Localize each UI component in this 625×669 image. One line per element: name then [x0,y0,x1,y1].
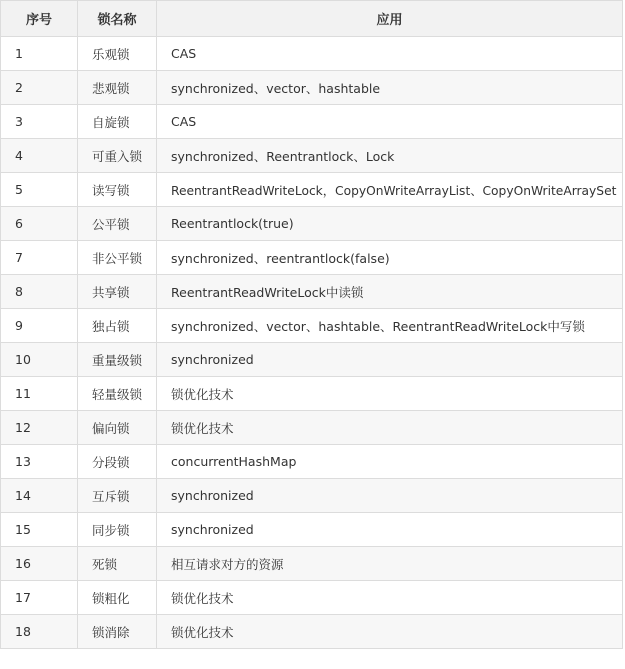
cell-lock-name: 轻量级锁 [78,377,157,411]
cell-number: 10 [1,343,78,377]
cell-lock-name: 互斥锁 [78,479,157,513]
table-header [1,1,623,37]
cell-application: synchronized [157,479,623,513]
cell-application: 锁优化技术 [157,411,623,445]
cell-lock-name: 重量级锁 [78,343,157,377]
cell-application: 锁优化技术 [157,377,623,411]
cell-number: 7 [1,241,78,275]
cell-number: 14 [1,479,78,513]
cell-lock-name: 同步锁 [78,513,157,547]
cell-number: 17 [1,581,78,615]
cell-application: ReentrantReadWriteLock，CopyOnWriteArrayList、CopyOnWriteArraySet [157,173,623,207]
cell-lock-name: 自旋锁 [78,105,157,139]
cell-lock-name: 锁粗化 [78,581,157,615]
cell-number: 15 [1,513,78,547]
table-row [1,309,623,343]
table-body [1,37,623,649]
table-row [1,207,623,241]
table-row [1,105,623,139]
table-row [1,275,623,309]
cell-lock-name: 分段锁 [78,445,157,479]
table-row [1,241,623,275]
cell-application: synchronized [157,343,623,377]
cell-lock-name: 共享锁 [78,275,157,309]
table-row [1,615,623,649]
table-row [1,71,623,105]
table-row [1,445,623,479]
table-row [1,377,623,411]
cell-lock-name: 锁消除 [78,615,157,649]
cell-number: 2 [1,71,78,105]
cell-lock-name: 非公平锁 [78,241,157,275]
cell-application: synchronized、reentrantlock(false) [157,241,623,275]
cell-lock-name: 死锁 [78,547,157,581]
cell-number: 9 [1,309,78,343]
cell-number: 18 [1,615,78,649]
header-number: 序号 [1,1,78,37]
cell-application: synchronized、Reentrantlock、Lock [157,139,623,173]
table-row [1,139,623,173]
header-lock-name: 锁名称 [78,1,157,37]
table-row [1,479,623,513]
cell-lock-name: 独占锁 [78,309,157,343]
header-application: 应用 [157,1,623,37]
cell-application: CAS [157,105,623,139]
cell-lock-name: 公平锁 [78,207,157,241]
cell-application: 锁优化技术 [157,581,623,615]
cell-application: synchronized、vector、hashtable、ReentrantReadWriteLock中写锁 [157,309,623,343]
cell-lock-name: 可重入锁 [78,139,157,173]
cell-lock-name: 悲观锁 [78,71,157,105]
header-row [1,1,623,37]
cell-application: 锁优化技术 [157,615,623,649]
cell-application: synchronized [157,513,623,547]
cell-application: Reentrantlock(true) [157,207,623,241]
cell-number: 4 [1,139,78,173]
cell-number: 6 [1,207,78,241]
cell-application: 相互请求对方的资源 [157,547,623,581]
cell-application: CAS [157,37,623,71]
cell-lock-name: 读写锁 [78,173,157,207]
cell-number: 5 [1,173,78,207]
cell-number: 3 [1,105,78,139]
cell-application: synchronized、vector、hashtable [157,71,623,105]
table-row [1,581,623,615]
cell-lock-name: 偏向锁 [78,411,157,445]
cell-number: 11 [1,377,78,411]
table-row [1,513,623,547]
cell-lock-name: 乐观锁 [78,37,157,71]
table-row [1,173,623,207]
cell-number: 8 [1,275,78,309]
table-row [1,411,623,445]
cell-application: ReentrantReadWriteLock中读锁 [157,275,623,309]
cell-application: concurrentHashMap [157,445,623,479]
table-row [1,547,623,581]
table-row [1,37,623,71]
table-row [1,343,623,377]
cell-number: 16 [1,547,78,581]
cell-number: 1 [1,37,78,71]
cell-number: 12 [1,411,78,445]
cell-number: 13 [1,445,78,479]
